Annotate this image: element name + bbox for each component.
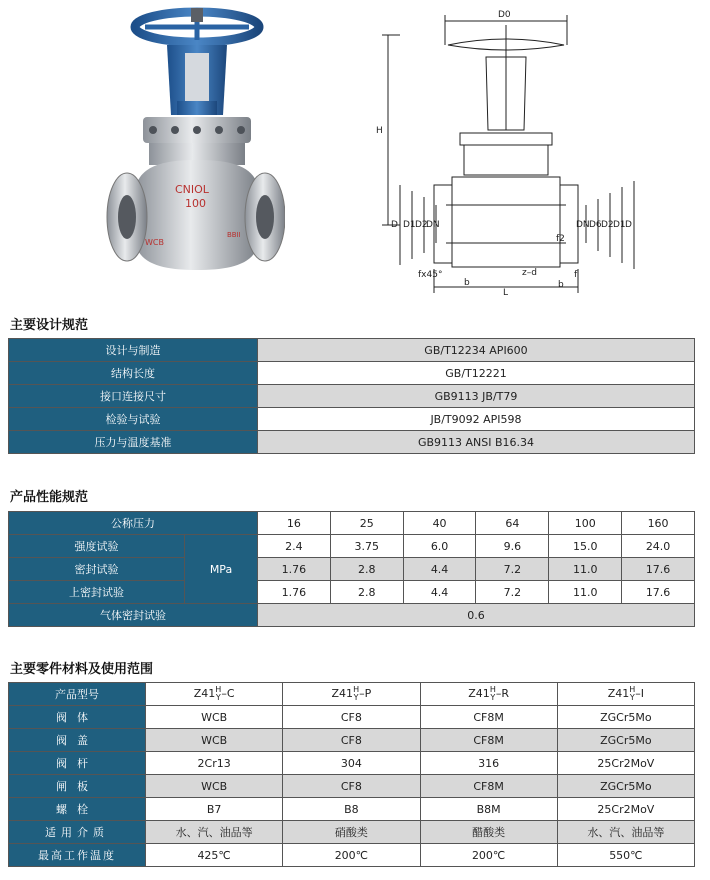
cell: 2.8: [330, 558, 403, 581]
cell: 17.6: [622, 581, 695, 604]
cell: 550℃: [557, 844, 694, 867]
table-row: [9, 558, 695, 581]
pressure-value: 64: [476, 512, 549, 535]
side-mark: BBII: [227, 231, 241, 239]
section-title-design-standards: 主要设计规范: [10, 318, 89, 333]
model-cell: Z41 H Y –P: [283, 683, 420, 706]
row-label: 适用介质: [9, 821, 146, 844]
cell: 425℃: [146, 844, 283, 867]
model-cell: Z41 H Y –C: [146, 683, 283, 706]
label-left-d: D: [391, 220, 398, 230]
cell: 硝酸类: [283, 821, 420, 844]
table-row: [9, 604, 695, 627]
cell: 17.6: [622, 558, 695, 581]
table-row: [9, 752, 695, 775]
row-label: 阀杆: [9, 752, 146, 775]
cell: 0.6: [258, 604, 695, 627]
row-value: GB9113 ANSI B16.34: [258, 431, 695, 454]
cell: 4.4: [403, 558, 476, 581]
row-label: 压力与温度基准: [9, 431, 258, 454]
section-title-materials: 主要零件材料及使用范围: [10, 662, 154, 677]
row-label: 最高工作温度: [9, 844, 146, 867]
cell: B7: [146, 798, 283, 821]
cell: WCB: [146, 706, 283, 729]
row-label: 结构长度: [9, 362, 258, 385]
cell: 7.2: [476, 558, 549, 581]
table-row: [9, 706, 695, 729]
row-label: 密封试验: [9, 558, 185, 581]
cell: 水、汽、油品等: [557, 821, 694, 844]
cell: B8: [283, 798, 420, 821]
row-label: 强度试验: [9, 535, 185, 558]
label-left-d1: D1: [403, 220, 416, 230]
row-label: 设计与制造: [9, 339, 258, 362]
cell: CF8M: [420, 775, 557, 798]
table-row: [9, 362, 695, 385]
pressure-value: 160: [622, 512, 695, 535]
design-standards-table: [8, 338, 695, 454]
row-value: GB9113 JB/T79: [258, 385, 695, 408]
row-label: 阀体: [9, 706, 146, 729]
row-value: JB/T9092 API598: [258, 408, 695, 431]
label-right-d: D: [625, 220, 632, 230]
label-h: H: [376, 126, 383, 136]
table-row: [9, 821, 695, 844]
label-right-dn: DN: [576, 220, 590, 230]
cell: ZGCr5Mo: [557, 706, 694, 729]
cell: WCB: [146, 775, 283, 798]
pressure-value: 16: [258, 512, 331, 535]
cell: 11.0: [549, 558, 622, 581]
model-header: 产品型号: [9, 683, 146, 706]
wcb-mark: WCB: [145, 238, 164, 247]
label-f: f: [574, 270, 578, 280]
cell: 3.75: [330, 535, 403, 558]
label-right-d2: D2: [601, 220, 614, 230]
pressure-value: 40: [403, 512, 476, 535]
row-label: 闸板: [9, 775, 146, 798]
product-illustrations: [0, 0, 710, 300]
table-row: [9, 798, 695, 821]
label-zd: z–d: [522, 268, 537, 278]
cell: 15.0: [549, 535, 622, 558]
cell: 1.76: [258, 581, 331, 604]
row-value: GB/T12234 API600: [258, 339, 695, 362]
cell: CF8M: [420, 706, 557, 729]
row-label: 检验与试验: [9, 408, 258, 431]
cell: 4.4: [403, 581, 476, 604]
pressure-value: 25: [330, 512, 403, 535]
cell: 304: [283, 752, 420, 775]
cell: 9.6: [476, 535, 549, 558]
label-fx45: fx45°: [418, 270, 443, 280]
cell: 7.2: [476, 581, 549, 604]
row-value: GB/T12221: [258, 362, 695, 385]
cell: 25Cr2MoV: [557, 752, 694, 775]
table-row: [9, 512, 695, 535]
table-row: [9, 729, 695, 752]
table-row: [9, 408, 695, 431]
row-label: 上密封试验: [9, 581, 185, 604]
body-mark-2: 100: [185, 197, 206, 210]
pressure-value: 100: [549, 512, 622, 535]
cell: 316: [420, 752, 557, 775]
cell: 200℃: [283, 844, 420, 867]
cell: 醋酸类: [420, 821, 557, 844]
label-b-right: b: [558, 280, 564, 290]
cell: 24.0: [622, 535, 695, 558]
body-mark-1: CNIOL: [175, 183, 209, 196]
cell: CF8: [283, 775, 420, 798]
valve-photo: [105, 5, 285, 285]
cell: 25Cr2MoV: [557, 798, 694, 821]
row-label: 阀盖: [9, 729, 146, 752]
table-row: [9, 844, 695, 867]
cell: ZGCr5Mo: [557, 775, 694, 798]
valve-dimension-drawing: [360, 5, 660, 295]
pressure-header: 公称压力: [9, 512, 258, 535]
cell: 2Cr13: [146, 752, 283, 775]
cell: 1.76: [258, 558, 331, 581]
cell: 11.0: [549, 581, 622, 604]
row-label: 螺栓: [9, 798, 146, 821]
table-row: [9, 683, 695, 706]
label-f2: f2: [556, 234, 565, 244]
cell: 2.8: [330, 581, 403, 604]
model-cell: Z41 H Y –I: [557, 683, 694, 706]
table-row: [9, 385, 695, 408]
label-b-left: b: [464, 278, 470, 288]
cell: B8M: [420, 798, 557, 821]
cell: WCB: [146, 729, 283, 752]
unit-cell: MPa: [185, 535, 258, 604]
cell: CF8: [283, 706, 420, 729]
table-row: [9, 775, 695, 798]
cell: 6.0: [403, 535, 476, 558]
section-title-performance: 产品性能规范: [10, 490, 89, 505]
row-label: 气体密封试验: [9, 604, 258, 627]
performance-table: [8, 511, 695, 627]
materials-table: [8, 682, 695, 867]
model-cell: Z41 H Y –R: [420, 683, 557, 706]
label-left-d2: D2: [415, 220, 428, 230]
label-left-dn: DN: [426, 220, 440, 230]
cell: 水、汽、油品等: [146, 821, 283, 844]
cell: 200℃: [420, 844, 557, 867]
row-label: 接口连接尺寸: [9, 385, 258, 408]
cell: CF8M: [420, 729, 557, 752]
table-row: [9, 431, 695, 454]
table-row: [9, 339, 695, 362]
cell: ZGCr5Mo: [557, 729, 694, 752]
label-l: L: [503, 288, 509, 295]
cell: CF8: [283, 729, 420, 752]
table-row: [9, 535, 695, 558]
label-right-d1: D1: [613, 220, 626, 230]
table-row: [9, 581, 695, 604]
label-d0: D0: [498, 10, 511, 20]
cell: 2.4: [258, 535, 331, 558]
label-right-d6: D6: [589, 220, 602, 230]
